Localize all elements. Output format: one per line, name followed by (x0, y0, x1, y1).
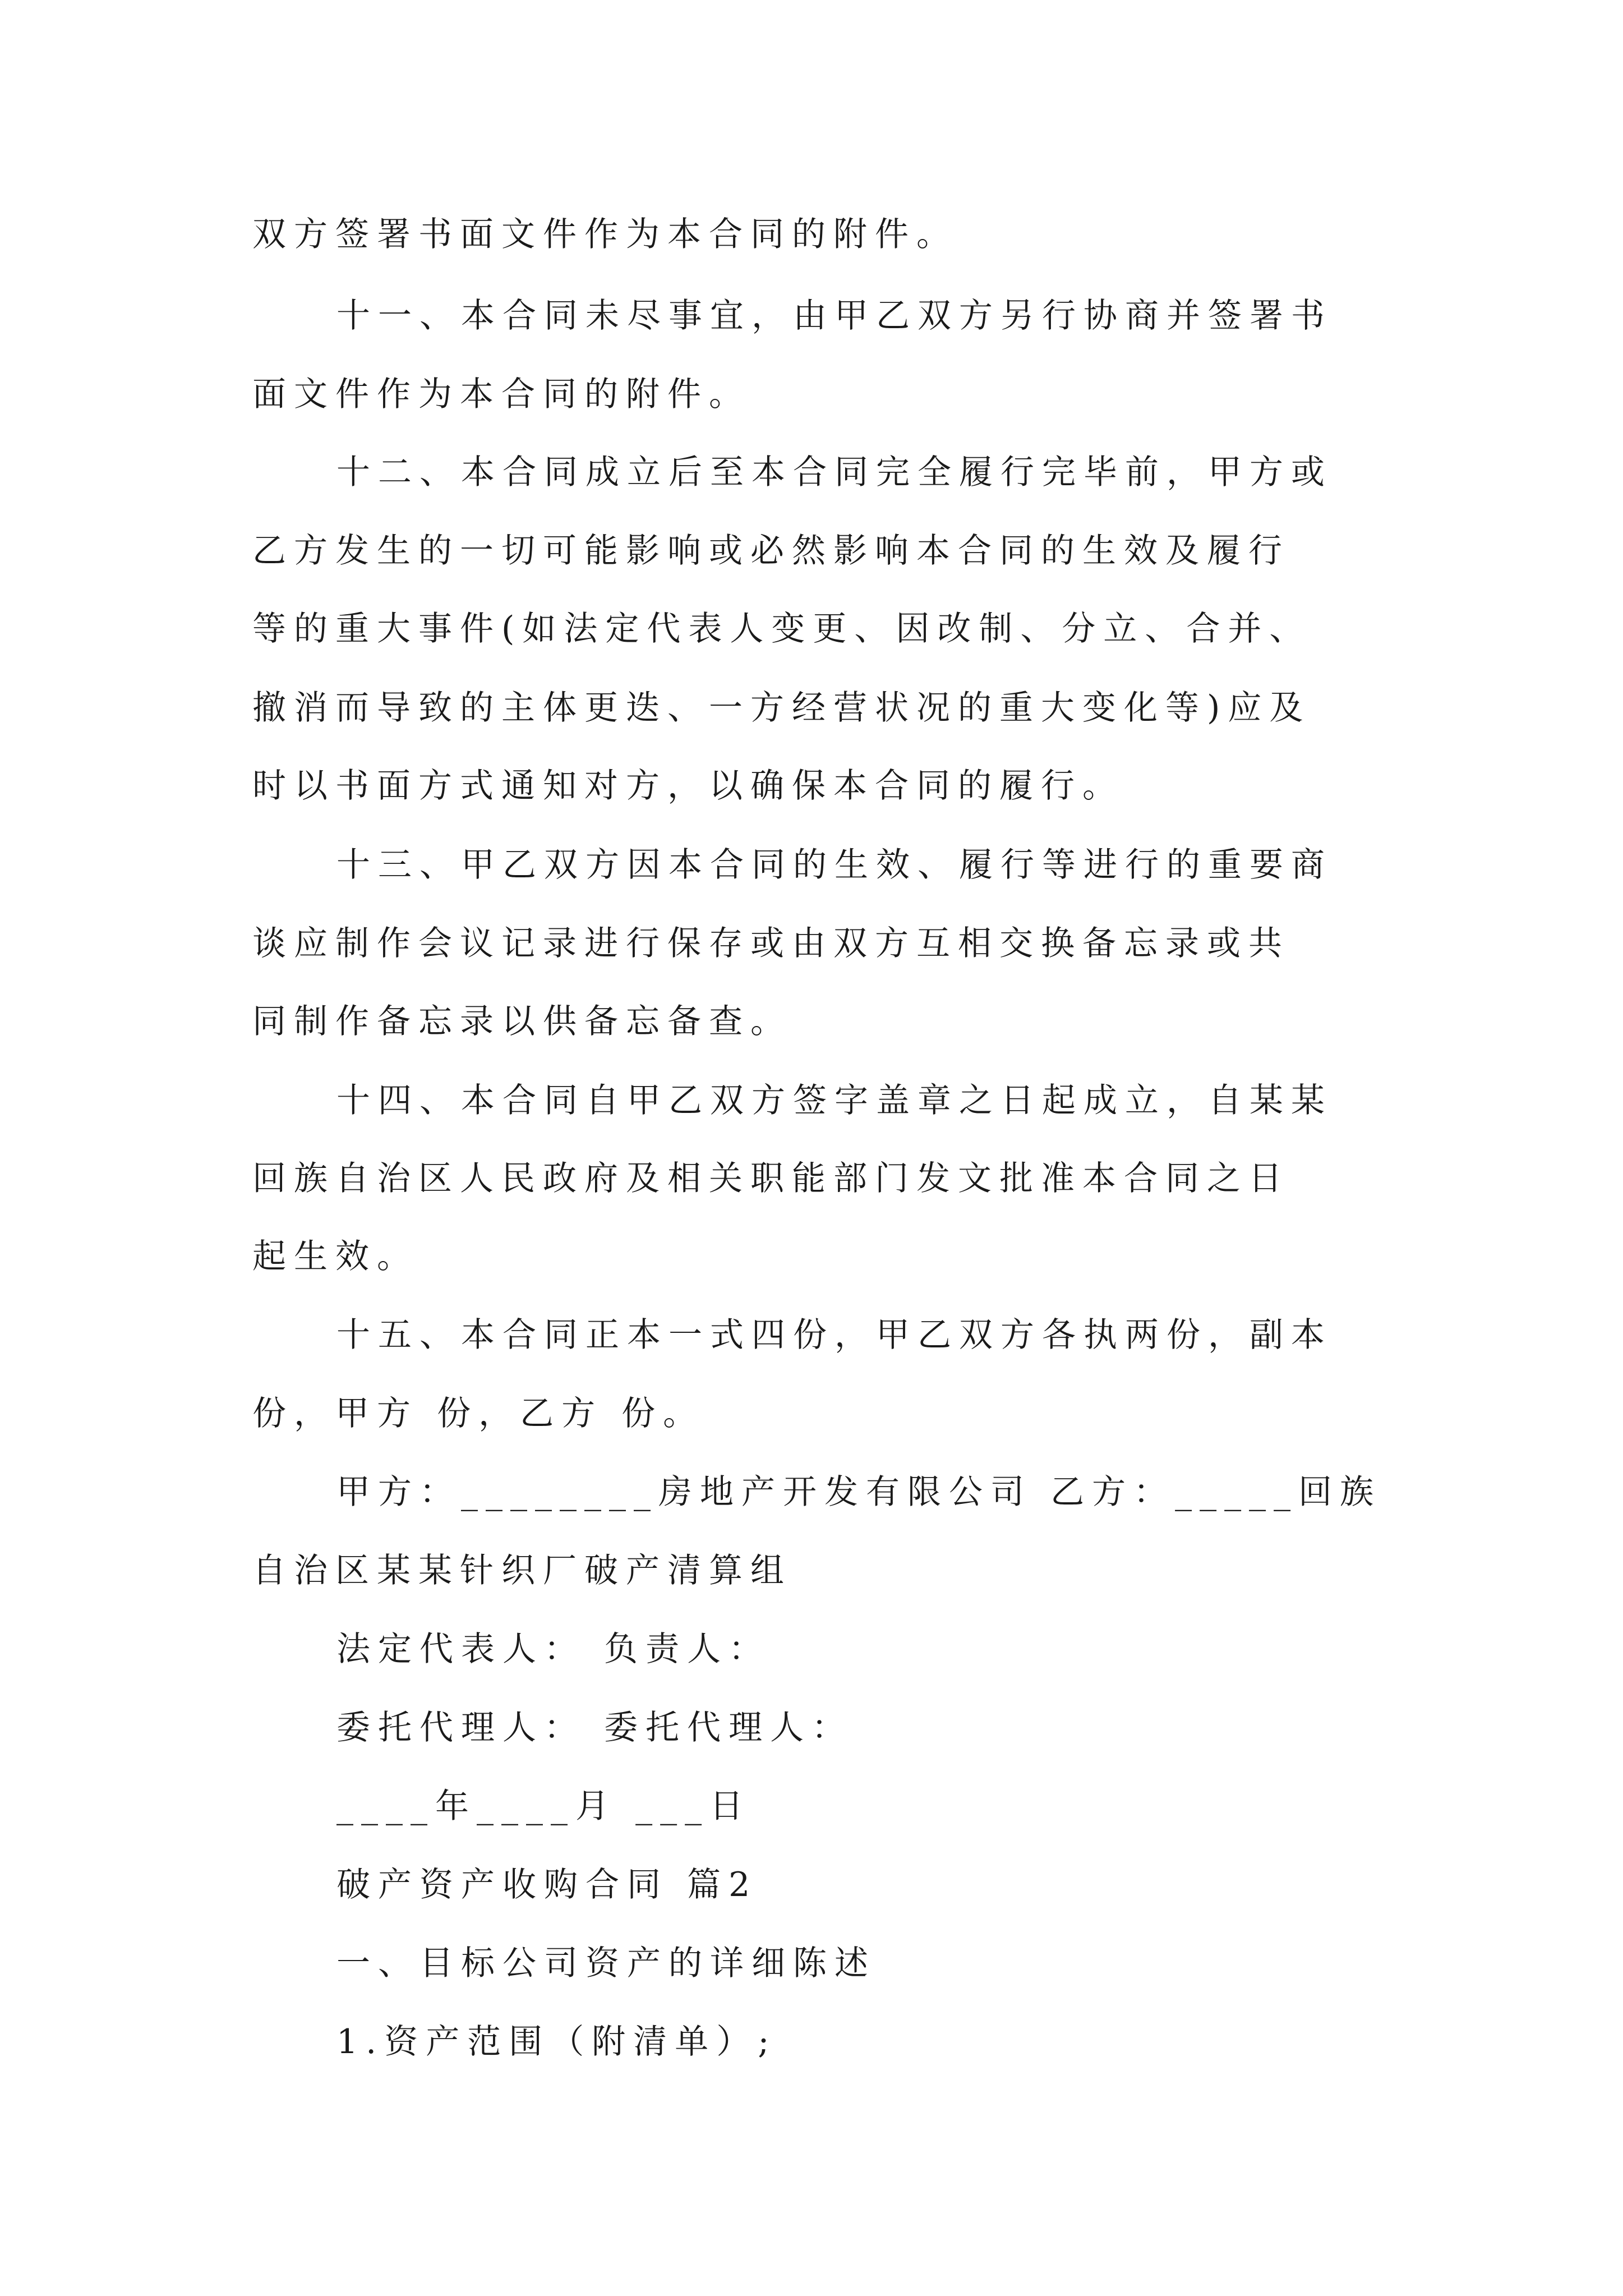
clause-15: 十五、本合同正本一式四份，甲乙双方各执两份，副本 (336, 1315, 1332, 1355)
text-line: 份，甲方 份，乙方 份。 (252, 1394, 705, 1433)
clause-13: 十三、甲乙双方因本合同的生效、履行等进行的重要商 (336, 845, 1332, 885)
date-line: ____年____月 ___日 (336, 1787, 751, 1826)
text-line: 谈应制作会议记录进行保存或由双方互相交换备忘录或共 (252, 924, 1290, 963)
clause-14: 十四、本合同自甲乙双方签字盖章之日起成立，自某某 (336, 1081, 1332, 1120)
text-line: 起生效。 (252, 1237, 418, 1276)
text-line: 撤消而导致的主体更迭、一方经营状况的重大变化等)应及 (252, 688, 1311, 728)
text-line: 双方签署书面文件作为本合同的附件。 (252, 215, 958, 254)
text-line: 回族自治区人民政府及相关职能部门发文批准本合同之日 (252, 1159, 1290, 1198)
text-line: 自治区某某针织厂破产清算组 (252, 1551, 792, 1590)
text-line: 时以书面方式通知对方，以确保本合同的履行。 (252, 766, 1124, 806)
text-line: 等的重大事件(如法定代表人变更、因改制、分立、合并、 (252, 609, 1311, 648)
text-line: 面文件作为本合同的附件。 (252, 375, 750, 414)
text-line: 同制作备忘录以供备忘备查。 (252, 1002, 792, 1041)
signature-agent: 委托代理人： 委托代理人： (336, 1708, 854, 1747)
subsection-heading: 一、目标公司资产的详细陈述 (336, 1944, 876, 1983)
signature-representative: 法定代表人： 负责人： (336, 1630, 771, 1669)
party-line: 甲方：________房地产开发有限公司 乙方：_____回族 (336, 1473, 1382, 1512)
section-heading: 破产资产收购合同 篇2 (336, 1865, 758, 1904)
clause-12: 十二、本合同成立后至本合同完全履行完毕前，甲方或 (336, 453, 1332, 492)
clause-11: 十一、本合同未尽事宜，由甲乙双方另行协商并签署书 (336, 296, 1332, 335)
list-item: 1.资产范围（附清单）; (336, 2022, 777, 2062)
text-line: 乙方发生的一切可能影响或必然影响本合同的生效及履行 (252, 531, 1290, 570)
